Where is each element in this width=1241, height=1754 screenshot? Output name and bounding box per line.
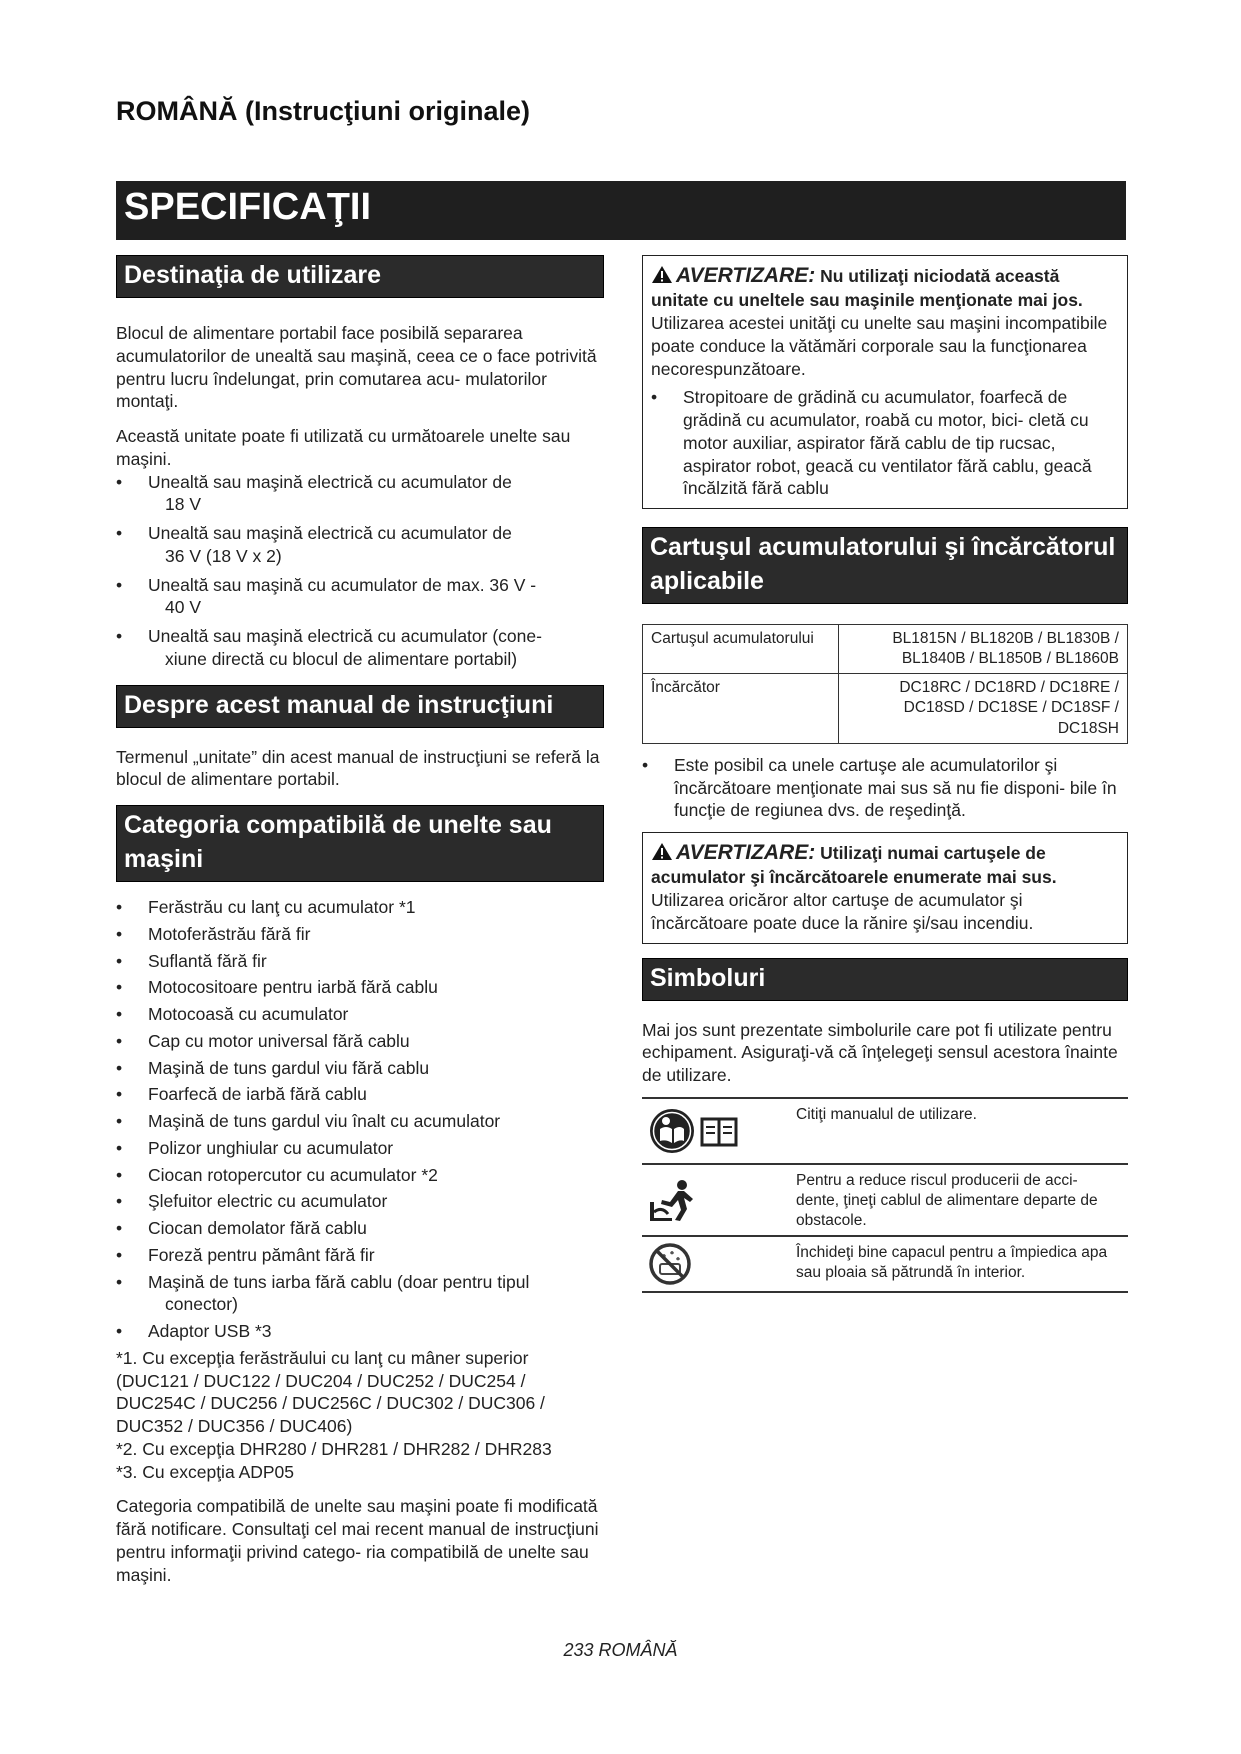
list-item: • Stropitoare de grădină cu acumulator, foarfecă de grădină cu acumulator, roabă cu motor, bici- cletă cu motor auxiliar, aspirator fără cablu de tip rucsac, aspirator robot, geacă cu ventilator fără cablu, geacă încălzită fără cablu bbox=[651, 386, 1119, 500]
page-number: 233 ROMÂNĂ bbox=[563, 1640, 678, 1660]
footnote-2: *2. Cu excepţia DHR280 / DHR281 / DHR282 / DHR283 bbox=[116, 1438, 552, 1459]
main-title-banner bbox=[116, 181, 1126, 240]
list-item: • Şlefuitor electric cu acumulator bbox=[116, 1190, 604, 1213]
list-item: • Ciocan demolator fără cablu bbox=[116, 1217, 604, 1240]
list-item: • Unealtă sau maşină electrică cu acumulator de 18 V bbox=[116, 471, 604, 517]
warning-box-batteries bbox=[642, 832, 1128, 944]
battery-charger-table bbox=[642, 624, 1128, 744]
section-title-manual: Despre acest manual de instrucţiuni bbox=[116, 685, 604, 728]
symbols-table bbox=[642, 1097, 1128, 1293]
warning-text: Utilizarea acestei unităţi cu unelte sau maşini incompatibile poate conduce la vătămări corporale sau la funcţionarea necorespunzătoare. bbox=[651, 313, 1108, 379]
list-item: • Ciocan rotopercutor cu acumulator *2 bbox=[116, 1164, 604, 1187]
warning-triangle-icon bbox=[651, 265, 673, 284]
warning-box-incompatible bbox=[642, 255, 1128, 509]
warning-text: Utilizarea oricăror altor cartuşe de acumulator şi încărcătoare poate duce la rănire şi/sau incendiu. bbox=[651, 890, 1034, 933]
list-item: • Cap cu motor universal fără cablu bbox=[116, 1030, 604, 1053]
list-item: • Ferăstrău cu lanţ cu acumulator *1 bbox=[116, 896, 604, 919]
list-item: • Motocositoare pentru iarbă fără cablu bbox=[116, 976, 604, 999]
no-water-icon bbox=[648, 1242, 694, 1286]
compatible-tools-list bbox=[116, 896, 604, 1343]
list-item: • Motocoasă cu acumulator bbox=[116, 1003, 604, 1026]
destination-paragraph-2: Această unitate poate fi utilizată cu următoarele unelte sau maşini. bbox=[116, 426, 571, 469]
language-title: ROMÂNĂ (Instrucţiuni originale) bbox=[116, 96, 530, 126]
list-item: • Unealtă sau maşină electrică cu acumulator de 36 V (18 V x 2) bbox=[116, 522, 604, 568]
section-title-category: Categoria compatibilă de unelte sau maşini bbox=[116, 805, 604, 882]
warning-triangle-icon bbox=[651, 842, 673, 861]
table-cell-value: BL1815N / BL1820B / BL1830B / BL1840B / BL1850B / BL1860B bbox=[839, 625, 1128, 674]
section-title-destination: Destinaţia de utilizare bbox=[116, 255, 604, 298]
table-row bbox=[642, 1237, 1128, 1293]
list-item: • Maşină de tuns gardul viu înalt cu acumulator bbox=[116, 1110, 604, 1133]
right-column bbox=[642, 255, 1128, 1293]
list-item: • Maşină de tuns gardul viu fără cablu bbox=[116, 1057, 604, 1080]
incompatible-tools-list bbox=[651, 386, 1119, 500]
section-title-symbols: Simboluri bbox=[642, 958, 1128, 1001]
usable-tools-list bbox=[116, 471, 604, 671]
list-item: • Adaptor USB *3 bbox=[116, 1320, 604, 1343]
list-item: • Unealtă sau maşină electrică cu acumulator (cone- xiune directă cu blocul de alimentare portabil) bbox=[116, 625, 604, 671]
category-closing-paragraph: Categoria compatibilă de unelte sau maşini poate fi modificată fără notificare. Consultaţi cel mai recent manual de instrucţiuni pentru informaţii privind catego- ria compatibilă de unelte sau maşini. bbox=[116, 1496, 599, 1585]
read-manual-icon bbox=[648, 1107, 740, 1155]
list-item: • Motoferăstrău fără fir bbox=[116, 923, 604, 946]
table-row bbox=[643, 625, 1128, 674]
symbol-description: Citiţi manualul de utilizare. bbox=[796, 1105, 977, 1123]
main-title: SPECIFICAŢII bbox=[124, 186, 372, 228]
left-column bbox=[116, 255, 604, 1586]
availability-note-list bbox=[642, 754, 1128, 822]
table-cell-label: Încărcător bbox=[643, 674, 839, 743]
destination-paragraph-1: Blocul de alimentare portabil face posibilă separarea acumulatorilor de unealtă sau maşină, ceea ce o face potrivită pentru lucru îndelungat, prin comutarea acu- mulatorilor montaţi. bbox=[116, 323, 597, 412]
symbol-description: Pentru a reduce riscul producerii de acci- dente, ţineţi cablul de alimentare departe de obstacole. bbox=[796, 1171, 1098, 1230]
symbols-intro: Mai jos sunt prezentate simbolurile care pot fi utilizate pentru echipament. Asiguraţi-vă că înţelegeţi sensul acestora înainte de utilizare. bbox=[642, 1019, 1118, 1086]
footnote-3: *3. Cu excepţia ADP05 bbox=[116, 1461, 295, 1482]
table-row bbox=[643, 674, 1128, 743]
list-item: • Foarfecă de iarbă fără cablu bbox=[116, 1083, 604, 1106]
tripping-hazard-icon bbox=[648, 1178, 698, 1222]
section-title-battery: Cartuşul acumulatorului şi încărcătorul aplicabile bbox=[642, 527, 1128, 604]
manual-paragraph: Termenul „unitate” din acest manual de instrucţiuni se referă la blocul de alimentare portabil. bbox=[116, 746, 600, 790]
table-row bbox=[642, 1099, 1128, 1165]
list-item: • Este posibil ca unele cartuşe ale acumulatorilor şi încărcătoare menţionate mai sus să nu fie disponi- bile în funcţie de regiunea dvs. de reşedinţă. bbox=[642, 754, 1128, 822]
table-row bbox=[642, 1165, 1128, 1237]
footnote-1: *1. Cu excepţia ferăstrăului cu lanţ cu mâner superior (DUC121 / DUC122 / DUC204 / DUC252 / DUC254 / DUC254C / DUC256 / DUC256C / DUC302 / DUC306 / DUC352 / DUC356 / DUC406) bbox=[116, 1347, 545, 1436]
list-item: • Maşină de tuns iarba fără cablu (doar pentru tipul conector) bbox=[116, 1271, 604, 1317]
table-cell-value: DC18RC / DC18RD / DC18RE / DC18SD / DC18SE / DC18SF / DC18SH bbox=[839, 674, 1128, 743]
warning-bold-text: Utilizaţi numai cartuşele de acumulator şi încărcătoarele enumerate mai sus. bbox=[651, 843, 1057, 888]
list-item: • Foreză pentru pământ fără fir bbox=[116, 1244, 604, 1267]
list-item: • Unealtă sau maşină cu acumulator de max. 36 V - 40 V bbox=[116, 574, 604, 620]
warning-label: AVERTIZARE: bbox=[676, 264, 816, 287]
list-item: • Suflantă fără fir bbox=[116, 950, 604, 973]
symbol-description: Închideţi bine capacul pentru a împiedica apa sau ploaia să pătrundă în interior. bbox=[796, 1243, 1108, 1281]
warning-label: AVERTIZARE: bbox=[676, 841, 816, 864]
warning-bold-text: Nu utilizaţi niciodată această unitate cu uneltele sau maşinile menţionate mai jos. bbox=[651, 266, 1083, 311]
list-item: • Polizor unghiular cu acumulator bbox=[116, 1137, 604, 1160]
table-cell-label: Cartuşul acumulatorului bbox=[643, 625, 839, 674]
